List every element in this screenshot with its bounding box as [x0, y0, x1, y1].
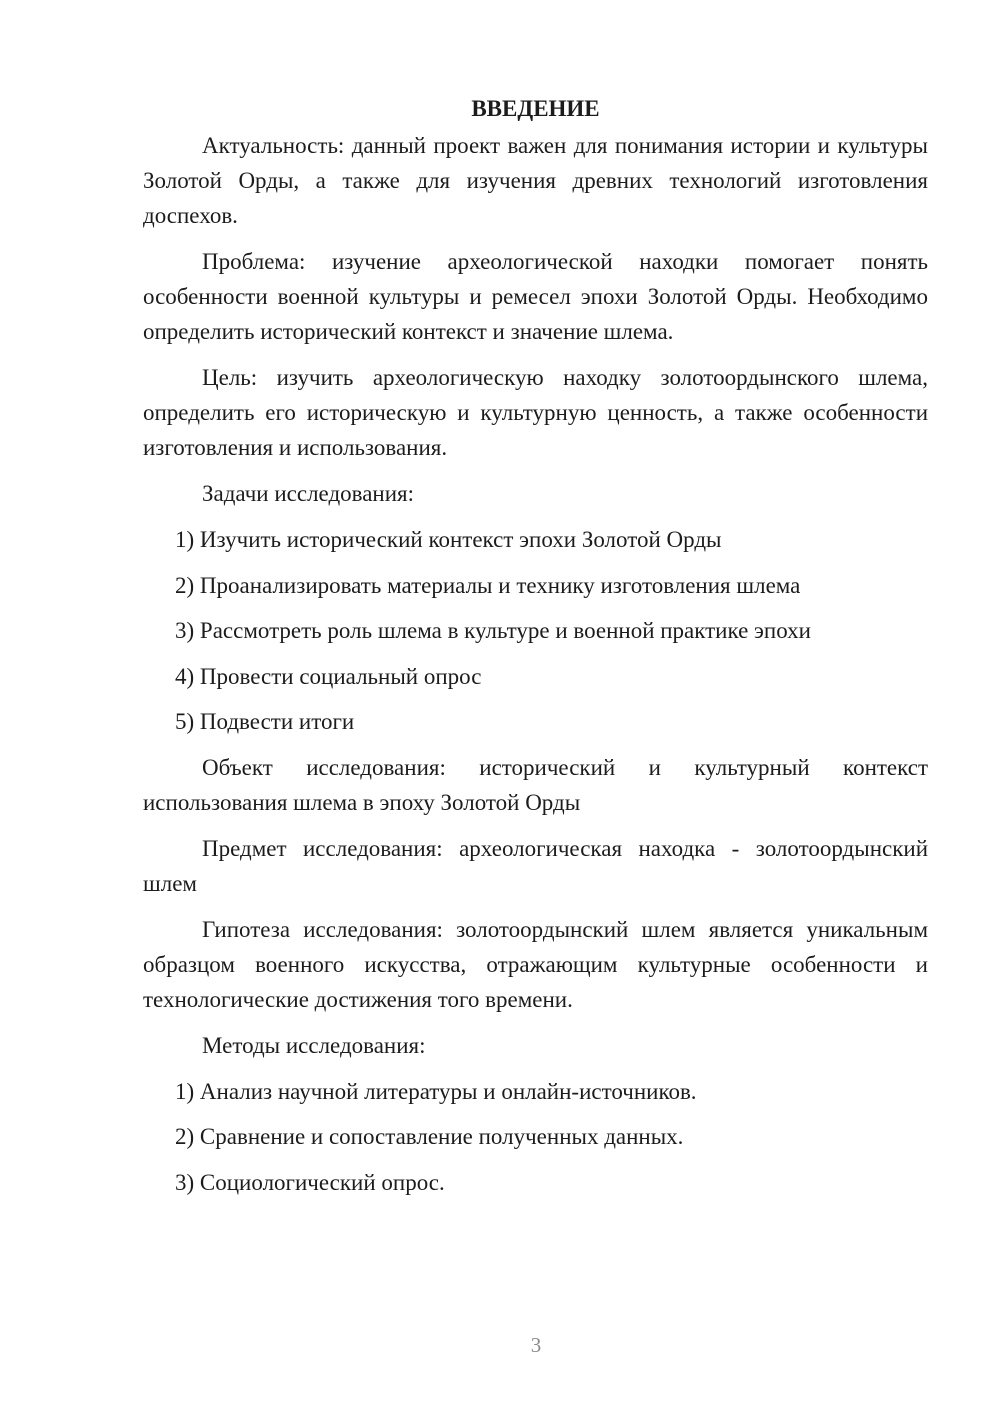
- task-item: 4) Провести социальный опрос: [175, 663, 482, 689]
- task-item: 3) Рассмотреть роль шлема в культуре и военной практике эпохи: [175, 618, 811, 643]
- relevance-paragraph: Актуальность: данный проект важен для понимания истории и культуры Золотой Орды, а также для изучения древних технологий изготовления доспехов.: [143, 133, 928, 228]
- method-item: 1) Анализ научной литературы и онлайн-источников.: [175, 1078, 697, 1104]
- section-title: ВВЕДЕНИЕ: [471, 96, 600, 121]
- method-item: 2) Сравнение и сопоставление полученных данных.: [175, 1124, 684, 1149]
- goal-paragraph: Цель: изучить археологическую находку золотоордынского шлема, определить его историческую и культурную ценность, а также особенности изготовления и использования.: [143, 365, 928, 460]
- task-item: 1) Изучить исторический контекст эпохи Золотой Орды: [175, 527, 722, 552]
- subject-paragraph: Предмет исследования: археологическая находка - золотоордынский шлем: [143, 835, 928, 896]
- document-page: [143, 92, 928, 1210]
- problem-paragraph: Проблема: изучение археологической находки помогает понять особенности военной культуры и ремесел эпохи Золотой Орды. Необходимо определить исторический контекст и значение шлема.: [143, 249, 928, 344]
- object-paragraph: Объект исследования: исторический и культурный контекст использования шлема в эпоху Золотой Орды: [143, 754, 928, 815]
- page-number: 3: [530, 1333, 542, 1357]
- task-item: 5) Подвести итоги: [175, 709, 355, 734]
- methods-heading: Методы исследования:: [202, 1032, 426, 1058]
- hypothesis-paragraph: Гипотеза исследования: золотоордынский шлем является уникальным образцом военного искусства, отражающим культурные особенности и технологические достижения того времени.: [143, 916, 928, 1012]
- task-item: 2) Проанализировать материалы и технику изготовления шлема: [175, 572, 801, 598]
- tasks-heading: Задачи исследования:: [202, 481, 415, 506]
- method-item: 3) Социологический опрос.: [175, 1169, 445, 1195]
